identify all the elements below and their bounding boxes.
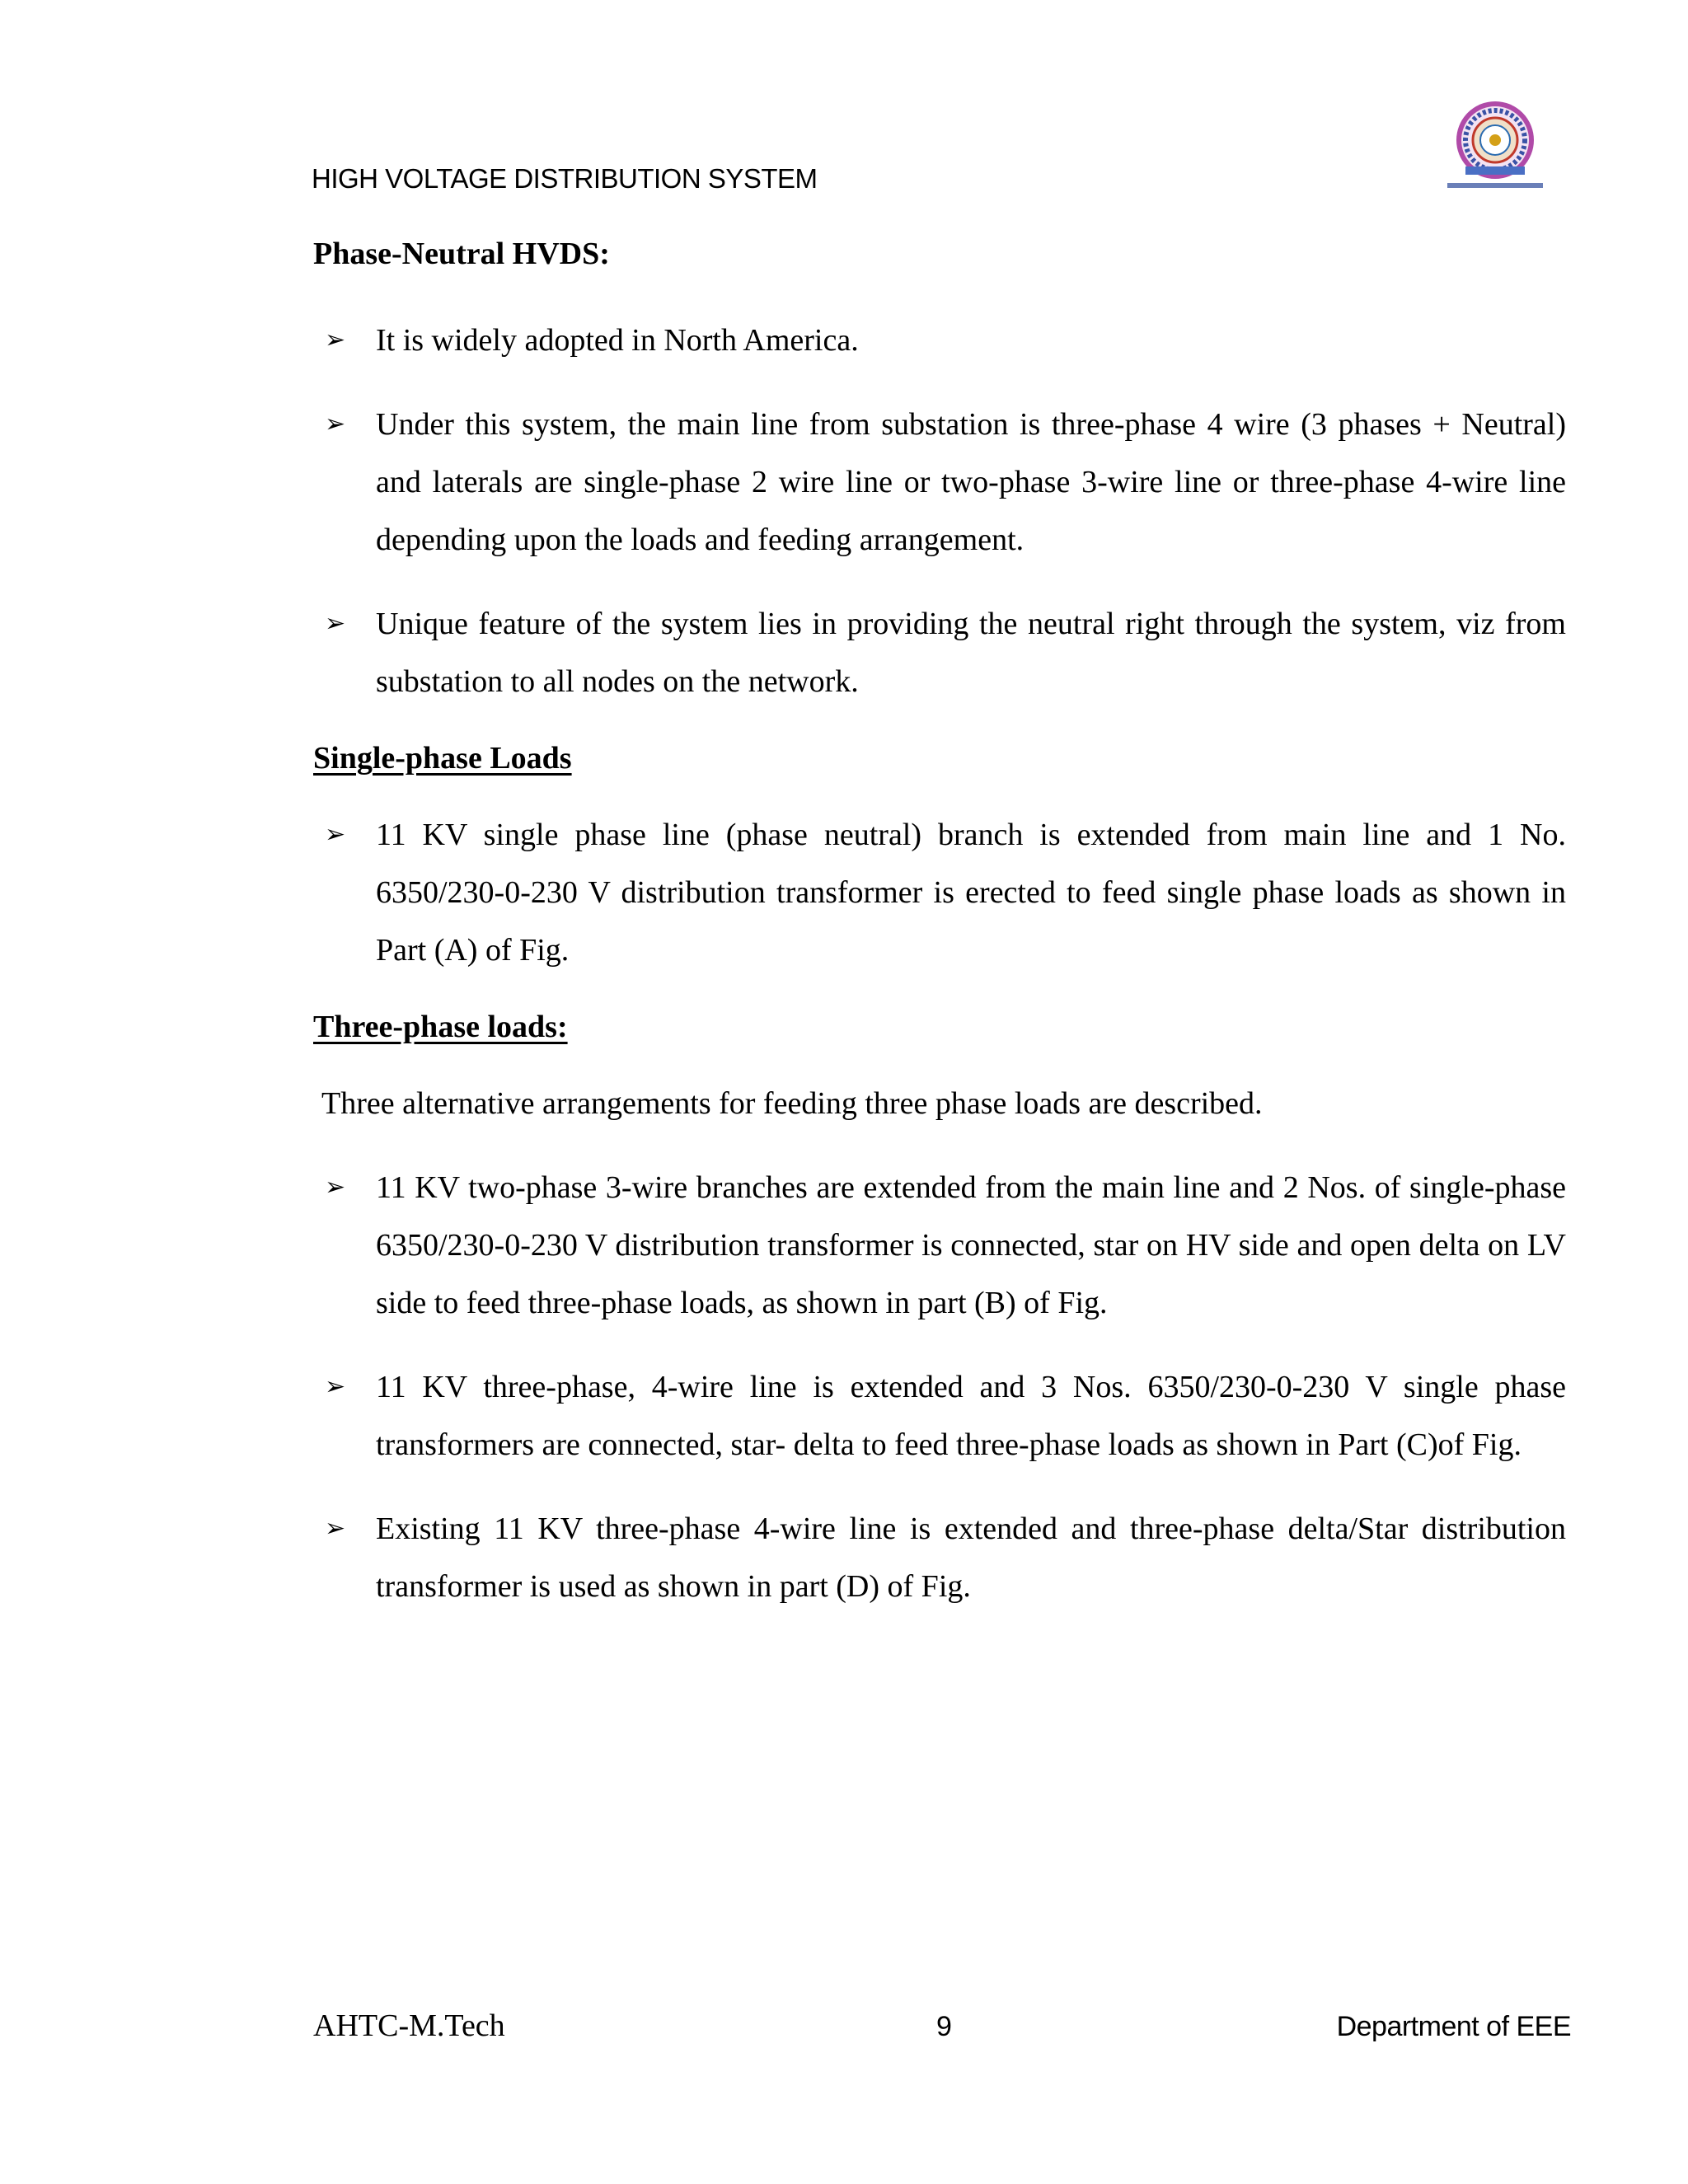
arrow-bullet-icon: ➢ (325, 820, 346, 849)
footer-page-number: 9 (936, 2011, 952, 2042)
running-header: HIGH VOLTAGE DISTRIBUTION SYSTEM (312, 163, 818, 194)
footer-department-label: Department of EEE (1336, 2011, 1571, 2042)
arrow-bullet-icon: ➢ (325, 1514, 346, 1543)
list-item-text: Unique feature of the system lies in providing the neutral right through the system, viz from substation to all nodes on the network. (376, 607, 1566, 699)
section-heading-phase-neutral: Phase-Neutral HVDS: (313, 237, 610, 271)
bullet-list-three-phase (313, 1159, 1566, 1615)
bullet-list-phase-neutral (313, 312, 1566, 710)
list-item (313, 595, 1566, 710)
list-item (313, 1358, 1566, 1474)
list-item (313, 312, 1566, 369)
list-item-text: It is widely adopted in North America. (376, 323, 859, 358)
arrow-bullet-icon: ➢ (325, 1372, 346, 1401)
section-heading-single-phase: Single-phase Loads (313, 741, 572, 776)
list-item (313, 1159, 1566, 1332)
list-item-text: 11 KV two-phase 3-wire branches are extended from the main line and 2 Nos. of single-phase 6350/230-0-230 V distribution transformer is connected, star on HV side and open delta on LV side to feed three-phase loads, as shown in part (B) of Fig. (376, 1170, 1566, 1320)
document-body (313, 232, 1566, 1615)
university-seal-icon (1441, 97, 1550, 196)
list-item-text: 11 KV three-phase, 4-wire line is extended and 3 Nos. 6350/230-0-230 V single phase transformers are connected, star- delta to feed three-phase loads as shown in Part (C)of Fig. (376, 1370, 1566, 1462)
footer-course-label: AHTC-M.Tech (313, 2008, 505, 2043)
bullet-list-single-phase (313, 806, 1566, 979)
list-item (313, 1500, 1566, 1615)
list-item-text: Under this system, the main line from substation is three-phase 4 wire (3 phases + Neutral) and laterals are single-phase 2 wire line or two-phase 3-wire line or three-phase 4-wire line depending upon the loads and feeding arrangement. (376, 407, 1566, 557)
section-heading-three-phase: Three-phase loads: (313, 1010, 568, 1044)
list-item-text: Existing 11 KV three-phase 4-wire line is extended and three-phase delta/Star distribution transformer is used as shown in part (D) of Fig. (376, 1511, 1566, 1604)
list-item (313, 806, 1566, 979)
list-item (313, 396, 1566, 569)
arrow-bullet-icon: ➢ (325, 609, 346, 638)
list-item-text: 11 KV single phase line (phase neutral) branch is extended from main line and 1 No. 6350/230-0-230 V distribution transformer is erected to feed single phase loads as shown in Part (A) of Fig. (376, 818, 1566, 968)
arrow-bullet-icon: ➢ (325, 410, 346, 438)
section-intro-paragraph: Three alternative arrangements for feeding three phase loads are described. (321, 1086, 1263, 1121)
arrow-bullet-icon: ➢ (325, 326, 346, 354)
arrow-bullet-icon: ➢ (325, 1173, 346, 1202)
